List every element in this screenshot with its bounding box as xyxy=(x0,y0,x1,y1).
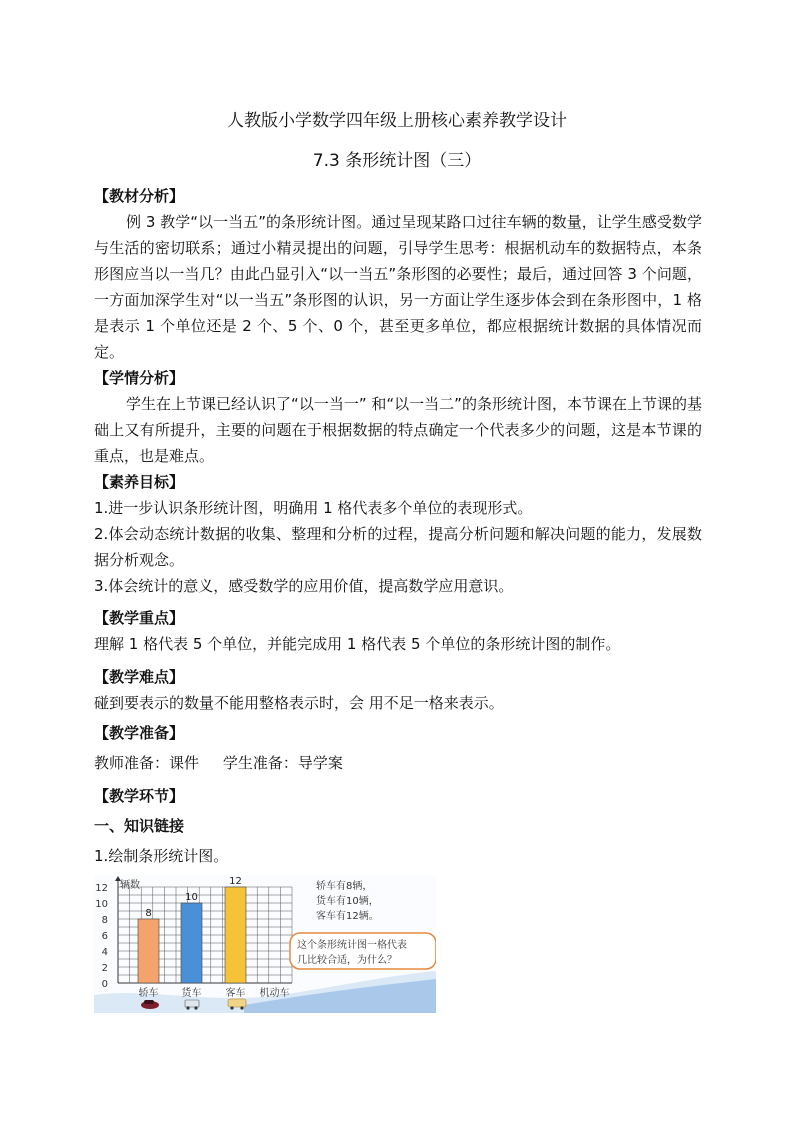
y-tick-label: 8 xyxy=(101,915,108,926)
bar-2 xyxy=(225,887,246,983)
goal-item: 2.体会动态统计数据的收集、整理和分析的过程，提高分析问题和解决问题的能力，发展数据分析观念。 xyxy=(94,525,702,569)
y-tick-label: 0 xyxy=(101,979,108,990)
section-difficulty xyxy=(94,664,702,716)
bubble-line: 几比较合适，为什么？ xyxy=(297,955,397,966)
y-tick-label: 2 xyxy=(101,963,108,974)
bar-data-label: 8 xyxy=(145,908,152,919)
document-subtitle: 7.3 条形统计图（三） xyxy=(312,151,482,171)
bar-data-label: 10 xyxy=(185,892,198,903)
y-tick-label: 4 xyxy=(101,947,108,958)
bubble-line: 这个条形统计图一格代表 xyxy=(297,940,407,951)
section-heading: 【素养目标】 xyxy=(94,473,185,491)
key-point-text: 理解 1 格代表 5 个单位，并能完成用 1 格代表 5 个单位的条形统计图的制作。 xyxy=(94,635,621,653)
section-textbook-analysis xyxy=(94,183,702,365)
bar-chart-figure xyxy=(94,875,436,1013)
y-tick-label: 10 xyxy=(95,899,108,910)
section-heading: 【教学准备】 xyxy=(94,724,185,742)
bar-chart xyxy=(94,875,436,1013)
section-teaching-steps xyxy=(94,783,702,869)
section-key-point xyxy=(94,605,702,657)
bar-data-label: 12 xyxy=(229,876,242,887)
info-line: 客车有12辆。 xyxy=(316,911,379,922)
info-line: 货车有10辆， xyxy=(316,896,379,907)
x-category-label: 机动车 xyxy=(259,988,290,999)
section-literacy-goals xyxy=(94,469,702,599)
section-preparation xyxy=(94,720,702,776)
difficulty-text: 碰到要表示的数量不能用整格表示时，会 用不足一格来表示。 xyxy=(94,694,504,712)
section-learner-analysis xyxy=(94,365,702,469)
bar-1 xyxy=(181,903,202,983)
step-item: 1.绘制条形统计图。 xyxy=(94,847,229,865)
paragraph: 例 3 教学“以一当五”的条形统计图。通过呈现某路口过往车辆的数量，让学生感受数学与生活的密切联系；通过小精灵提出的问题，引导学生思考：根据机动车的数据特点，本条形图应当以一当几？由此凸显引入“以一当五”条形图的必要性；最后，通过回答 3 个问题，一方面加深学生对“以一当五”条形图的认识，另一方面让学生逐步体会到在条形图中，1 格是表示 1 个单位还是 2 个、5 个、0 个，甚至更多单位，都应根据统计数据的具体情况而定。 xyxy=(94,213,702,361)
x-category-label: 货车 xyxy=(181,988,202,999)
x-category-label: 客车 xyxy=(225,988,246,999)
y-axis-unit-label: 辆数 xyxy=(120,880,140,891)
section-heading: 【教学难点】 xyxy=(94,668,185,686)
x-category-label: 轿车 xyxy=(138,988,159,999)
section-heading: 【教学重点】 xyxy=(94,609,185,627)
y-tick-label: 6 xyxy=(101,931,108,942)
section-heading: 【学情分析】 xyxy=(94,369,185,387)
info-line: 轿车有8辆， xyxy=(316,881,373,892)
goal-item: 1.进一步认识条形统计图，明确用 1 格代表多个单位的表现形式。 xyxy=(94,499,533,517)
goal-item: 3.体会统计的意义，感受数学的应用价值，提高数学应用意识。 xyxy=(94,577,514,595)
preparation-text: 教师准备：课件 学生准备：导学案 xyxy=(94,754,343,772)
section-heading: 【教材分析】 xyxy=(94,187,185,205)
step-heading: 一、知识链接 xyxy=(94,817,185,835)
section-heading: 【教学环节】 xyxy=(94,787,185,805)
document-title: 人教版小学数学四年级上册核心素养教学设计 xyxy=(227,111,567,131)
paragraph: 学生在上节课已经认识了“以一当一” 和“以一当二”的条形统计图，本节课在上节课的基础上又有所提升，主要的问题在于根据数据的特点确定一个代表多少的问题，这是本节课的重点，也是难点。 xyxy=(94,395,702,465)
y-tick-label: 12 xyxy=(95,883,108,894)
bar-0 xyxy=(138,919,159,983)
